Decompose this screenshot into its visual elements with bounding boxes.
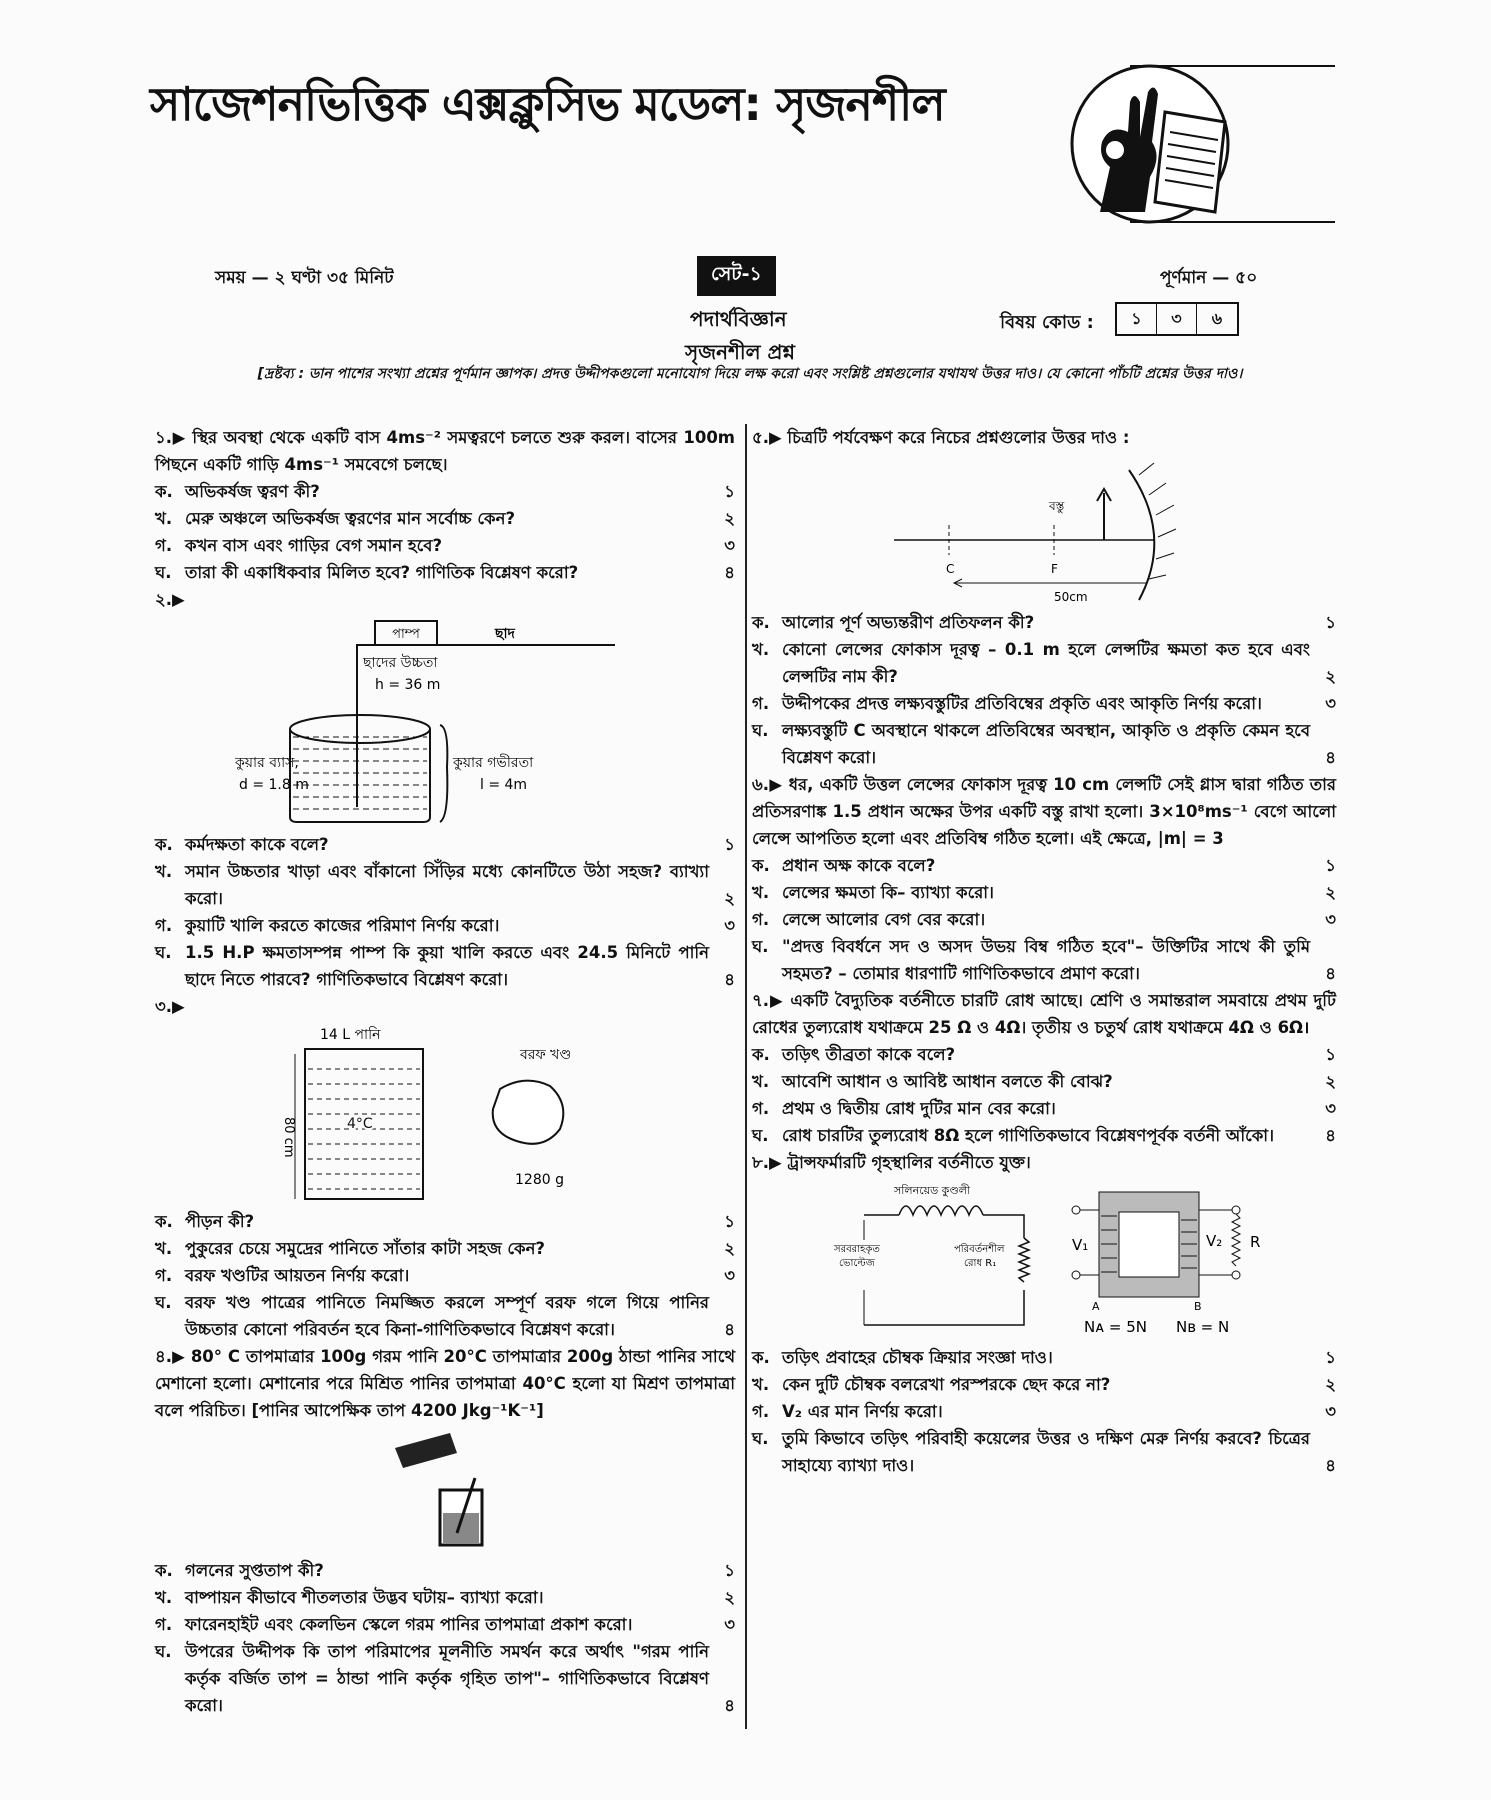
solenoid-transformer-diagram bbox=[794, 1180, 1294, 1340]
sub-question-label: খ. bbox=[155, 1588, 173, 1607]
sub-question-label: ক. bbox=[752, 613, 770, 632]
ok-hand-logo-icon bbox=[1070, 62, 1340, 227]
sub-question-label: গ. bbox=[155, 916, 173, 935]
sub-question-label: গ. bbox=[155, 536, 173, 555]
sub-question-label: খ. bbox=[155, 862, 173, 881]
sub-question-label: খ. bbox=[752, 1375, 770, 1394]
sub-question-text: কর্মদক্ষতা কাকে বলে? bbox=[185, 835, 329, 854]
sub-question bbox=[752, 852, 1336, 879]
focus-label: F bbox=[1051, 562, 1058, 576]
sub-question bbox=[752, 1122, 1336, 1149]
sub-question-marks: ৩ bbox=[1325, 1099, 1336, 1118]
sub-question-label: ঘ. bbox=[752, 1429, 769, 1448]
subject-name: পদার্থবিজ্ঞান bbox=[690, 307, 787, 331]
sub-question-marks: ২ bbox=[1325, 1375, 1336, 1394]
sub-question-text: গলনের সুপ্ততাপ কী? bbox=[185, 1561, 324, 1580]
question-7 bbox=[752, 987, 1336, 1149]
sub-question-text: প্রধান অক্ষ কাকে বলে? bbox=[782, 856, 936, 875]
sub-question-marks: ৪ bbox=[724, 1696, 735, 1715]
sub-question-text: পীড়ন কী? bbox=[185, 1212, 255, 1231]
sub-question-marks: ৩ bbox=[1325, 910, 1336, 929]
sub-question-label: গ. bbox=[752, 1402, 770, 1421]
sub-question-label: ক. bbox=[752, 1045, 770, 1064]
sub-question bbox=[155, 831, 735, 858]
subject-code-box bbox=[1115, 302, 1239, 336]
question-stem bbox=[752, 1149, 1336, 1176]
concave-mirror-diagram bbox=[884, 455, 1204, 605]
sub-question-label: খ. bbox=[155, 509, 173, 528]
sub-question-marks: ২ bbox=[724, 1588, 735, 1607]
question-stem bbox=[155, 1343, 735, 1424]
well-diameter-label: কুয়ার ব্যাস, bbox=[235, 755, 299, 771]
question-stem-text: স্থির অবস্থা থেকে একটি বাস 4ms⁻² সমত্বরণে চলতে শুরু করল। বাসের 100m পিছনে একটি গাড়ি 4ms⁻¹ সমবেগে চলছে। bbox=[155, 428, 735, 474]
sub-question bbox=[752, 717, 1336, 771]
water-volume-label: 14 L পানি bbox=[320, 1027, 381, 1043]
sub-question-label: ক. bbox=[752, 1348, 770, 1367]
sub-question bbox=[752, 1095, 1336, 1122]
ice-mass-label: 1280 g bbox=[515, 1172, 564, 1188]
right-column bbox=[752, 424, 1336, 1479]
sub-question-text: কুয়াটি খালি করতে কাজের পরিমাণ নির্ণয় করো। bbox=[185, 916, 500, 935]
sub-question-text: বরফ খণ্ড পাত্রের পানিতে নিমজ্জিত করলে সম্পূর্ণ বরফ গলে গিয়ে পানির উচ্চতার কোনো পরিবর্তন হবে কিনা-গাণিতিকভাবে বিশ্লেষণ করো। bbox=[185, 1293, 709, 1339]
sub-question-label: ঘ. bbox=[752, 937, 769, 956]
question-stem-text: চিত্রটি পর্যবেক্ষণ করে নিচের প্রশ্নগুলোর উত্তর দাও : bbox=[787, 428, 1130, 447]
sub-question-marks: ২ bbox=[1325, 883, 1336, 902]
well-diameter-value: d = 1.8 m bbox=[239, 777, 309, 793]
question-number: ৫.▶ bbox=[752, 428, 782, 447]
sub-question bbox=[155, 1611, 735, 1638]
sub-question-label: ঘ. bbox=[155, 1642, 172, 1661]
nb-label: Nʙ = N bbox=[1176, 1318, 1230, 1336]
question-2 bbox=[155, 586, 735, 993]
question-number: ১.▶ bbox=[155, 428, 186, 447]
sub-question-label: ঘ. bbox=[155, 1293, 172, 1312]
sub-question-marks: ৩ bbox=[724, 1266, 735, 1285]
b-label: B bbox=[1194, 1300, 1202, 1313]
sub-question-label: গ. bbox=[752, 1099, 770, 1118]
sub-question-label: খ. bbox=[752, 1072, 770, 1091]
object-label: বস্তু bbox=[1049, 499, 1065, 513]
sub-question-marks: ২ bbox=[1325, 667, 1336, 686]
sub-question-label: খ. bbox=[752, 883, 770, 902]
question-6 bbox=[752, 771, 1336, 987]
pump-label: পাম্প bbox=[392, 627, 420, 642]
height-label: 80 cm bbox=[281, 1117, 296, 1158]
sub-question-text: লেন্সে আলোর বেগ বের করো। bbox=[782, 910, 986, 929]
na-label: Nᴀ = 5N bbox=[1084, 1318, 1147, 1336]
sub-question bbox=[752, 636, 1336, 690]
sub-question-text: বাষ্পায়ন কীভাবে শীতলতার উদ্ভব ঘটায়– ব্যাখ্যা করো। bbox=[185, 1588, 544, 1607]
sub-question-marks: ১ bbox=[724, 835, 735, 854]
sub-question-text: কেন দুটি চৌম্বক বলরেখা পরস্পরকে ছেদ করে না? bbox=[782, 1375, 1111, 1394]
sub-question-marks: ১ bbox=[724, 1212, 735, 1231]
question-stem-text: ধর, একটি উত্তল লেন্সের ফোকাস দূরত্ব 10 cm লেন্সটি সেই গ্লাস দ্বারা গঠিত তার প্রতিসরণাঙ্ক 1.5 প্রধান অক্ষের উপর একটি বস্তু রাখা হলো। 3×10⁸ms⁻¹ বেগে আলো লেন্সে আপতিত হলো এবং প্রতিবিম্ব গঠিত হলো। এই ক্ষেত্রে, |m| = 3 bbox=[752, 775, 1336, 848]
a-label: A bbox=[1092, 1300, 1100, 1313]
page-title: সাজেশনভিত্তিক এক্সক্লুসিভ মডেল: সৃজনশীল bbox=[150, 77, 945, 131]
sub-question bbox=[752, 933, 1336, 987]
sub-question-label: ক. bbox=[752, 856, 770, 875]
variable-label: পরিবর্তনশীল bbox=[954, 1244, 1005, 1255]
sub-question-text: পুকুরের চেয়ে সমুদ্রের পানিতে সাঁতার কাটা সহজ কেন? bbox=[185, 1239, 545, 1258]
sub-question-text: মেরু অঞ্চলে অভিকর্ষজ ত্বরণের মান সর্বোচ্চ কেন? bbox=[185, 509, 516, 528]
question-stem bbox=[752, 771, 1336, 852]
sub-question-text: ফারেনহাইট এবং কেলভিন স্কেলে গরম পানির তাপমাত্রা প্রকাশ করো। bbox=[185, 1615, 633, 1634]
sub-question-marks: ২ bbox=[1325, 1072, 1336, 1091]
sub-question-marks: ১ bbox=[1325, 613, 1336, 632]
sub-question bbox=[752, 1344, 1336, 1371]
question-1 bbox=[155, 424, 735, 586]
exam-time: সময় — ২ ঘণ্টা ৩৫ মিনিট bbox=[215, 268, 394, 288]
sub-question-label: ক. bbox=[155, 1561, 173, 1580]
sub-question-text: তড়িৎ তীব্রতা কাকে বলে? bbox=[782, 1045, 956, 1064]
v1-label: V₁ bbox=[1072, 1236, 1089, 1254]
sub-question-text: কখন বাস এবং গাড়ির বেগ সমান হবে? bbox=[185, 536, 443, 555]
sub-question-marks: ২ bbox=[724, 1239, 735, 1258]
question-stem bbox=[155, 424, 735, 478]
question-3 bbox=[155, 993, 735, 1343]
question-stem bbox=[752, 987, 1336, 1041]
section-title: সৃজনশীল প্রশ্ন bbox=[685, 340, 795, 364]
sub-question-text: আবেশি আধান ও আবিষ্ট আধান বলতে কী বোঝ? bbox=[782, 1072, 1113, 1091]
sub-question-text: রোধ চারটির তুল্যরোধ 8Ω হলে গাণিতিকভাবে বিশ্লেষণপূর্বক বর্তনী আঁকো। bbox=[782, 1126, 1274, 1145]
sub-question-text: উদ্দীপকের প্রদত্ত লক্ষ্যবস্তুটির প্রতিবিম্বের প্রকৃতি এবং আকৃতি নির্ণয় করো। bbox=[782, 694, 1262, 713]
sub-question-label: গ. bbox=[752, 694, 770, 713]
sub-question bbox=[155, 912, 735, 939]
sub-question-marks: ৪ bbox=[1325, 1456, 1336, 1475]
sub-question-text: তুমি কিভাবে তড়িৎ পরিবাহী কয়েলের উত্তর ও দক্ষিণ মেরু নির্ণয় করবে? চিত্রের সাহায্যে ব্যাখ্যা দাও। bbox=[782, 1429, 1310, 1475]
question-number: ৪.▶ bbox=[155, 1347, 185, 1366]
sub-question-label: ক. bbox=[155, 835, 173, 854]
well-depth-label: কুয়ার গভীরতা bbox=[453, 755, 534, 771]
voltage-label: ভোল্টেজ bbox=[839, 1258, 875, 1269]
roof-height-value: h = 36 m bbox=[375, 677, 441, 693]
sub-question-text: কোনো লেন্সের ফোকাস দূরত্ব – 0.1 m হলে লেন্সটির ক্ষমতা কত হবে এবং লেন্সটির নাম কী? bbox=[782, 640, 1310, 686]
sub-question bbox=[155, 505, 735, 532]
left-column bbox=[155, 424, 735, 1719]
sub-question-text: V₂ এর মান নির্ণয় করো। bbox=[782, 1402, 943, 1421]
question-number: ৭.▶ bbox=[752, 991, 784, 1010]
sub-question-text: প্রথম ও দ্বিতীয় রোধ দুটির মান বের করো। bbox=[782, 1099, 1056, 1118]
sub-question bbox=[155, 858, 735, 912]
question-stem-text: ট্রান্সফর্মারটি গৃহস্থালির বর্তনীতে যুক্ত। bbox=[787, 1153, 1031, 1172]
sub-question-marks: ৩ bbox=[724, 1615, 735, 1634]
set-badge: সেট-১ bbox=[697, 256, 776, 296]
sub-question bbox=[752, 906, 1336, 933]
sub-question-label: ক. bbox=[155, 482, 173, 501]
r-label: R bbox=[1250, 1233, 1261, 1251]
sub-question-label: ঘ. bbox=[155, 943, 172, 962]
question-4 bbox=[155, 1343, 735, 1719]
question-number: ২.▶ bbox=[155, 590, 185, 609]
column-divider bbox=[745, 424, 747, 1729]
sub-question bbox=[155, 478, 735, 505]
question-stem bbox=[752, 424, 1336, 451]
distance-label: 50cm bbox=[1054, 590, 1088, 604]
sub-question-label: গ. bbox=[752, 910, 770, 929]
sub-question bbox=[155, 939, 735, 993]
sub-question-text: উপরের উদ্দীপক কি তাপ পরিমাপের মূলনীতি সমর্থন করে অর্থাৎ "গরম পানি কর্তৃক বর্জিত তাপ = ঠান্ডা পানি কর্তৃক গৃহিত তাপ"– গাণিতিকভাবে বিশ্লেষণ করো। bbox=[185, 1642, 709, 1715]
sub-question-marks: ১ bbox=[724, 482, 735, 501]
full-marks: পূর্ণমান — ৫০ bbox=[1160, 268, 1258, 288]
sub-question-marks: ৪ bbox=[724, 970, 735, 989]
sub-question bbox=[155, 559, 735, 586]
question-5 bbox=[752, 424, 1336, 771]
code-digit: ৩ bbox=[1157, 304, 1197, 334]
sub-question-text: 1.5 H.P ক্ষমতাসম্পন্ন পাম্প কি কুয়া খালি করতে এবং 24.5 মিনিটে পানি ছাদে নিতে পারবে? গাণিতিকভাবে বিশ্লেষণ করো। bbox=[185, 943, 709, 989]
sub-question bbox=[752, 609, 1336, 636]
sub-question-label: গ. bbox=[155, 1615, 173, 1634]
sub-question bbox=[752, 1398, 1336, 1425]
sub-question-text: আলোর পূর্ণ অভ্যন্তরীণ প্রতিফলন কী? bbox=[782, 613, 1035, 632]
sub-question bbox=[752, 690, 1336, 717]
sub-question-label: খ. bbox=[155, 1239, 173, 1258]
roof-label: ছাদ bbox=[495, 626, 515, 642]
question-stem bbox=[155, 993, 735, 1020]
sub-question-label: ক. bbox=[155, 1212, 173, 1231]
sub-question-label: গ. bbox=[155, 1266, 173, 1285]
sub-question-marks: ৪ bbox=[1325, 964, 1336, 983]
question-stem-text: 80° C তাপমাত্রার 100g গরম পানি 20°C তাপমাত্রার 200g ঠান্ডা পানির সাথে মেশানো হলো। মেশানোর পরে মিশ্রিত পানির তাপমাত্রা 40°C হলো যা মিশ্রণ তাপমাত্রা বলে পরিচিত। [পানির আপেক্ষিক তাপ 4200 Jkg⁻¹K⁻¹] bbox=[155, 1347, 736, 1420]
sub-question bbox=[752, 1371, 1336, 1398]
sub-question bbox=[155, 1638, 735, 1719]
sub-question bbox=[155, 1262, 735, 1289]
sub-question bbox=[155, 1235, 735, 1262]
question-stem-text: একটি বৈদ্যুতিক বর্তনীতে চারটি রোধ আছে। শ্রেণি ও সমান্তরাল সমবায়ে প্রথম দুটি রোধের তুল্যরোধ যথাক্রমে 25 Ω ও 4Ω। তৃতীয় ও চতুর্থ রোধ যথাক্রমে 4Ω ও 6Ω। bbox=[752, 991, 1337, 1037]
beaker-mixing-diagram bbox=[385, 1428, 505, 1553]
roof-height-label: ছাদের উচ্চতা bbox=[363, 655, 438, 671]
sub-question-marks: ৩ bbox=[724, 536, 735, 555]
v2-label: V₂ bbox=[1206, 1232, 1223, 1250]
sub-question-text: বরফ খণ্ডটির আয়তন নির্ণয় করো। bbox=[185, 1266, 410, 1285]
sub-question-label: খ. bbox=[752, 640, 770, 659]
sub-question-text: "প্রদত্ত বিবর্ধনে সদ ও অসদ উভয় বিম্ব গঠিত হবে"– উক্তিটির সাথে কী তুমি সহমত? – তোমার ধারণাটি গাণিতিকভাবে প্রমাণ করো। bbox=[782, 937, 1310, 983]
sub-question-label: ঘ. bbox=[155, 563, 172, 582]
question-8 bbox=[752, 1149, 1336, 1479]
sub-question-label: ঘ. bbox=[752, 1126, 769, 1145]
instruction-note: [দ্রষ্টব্য : ডান পাশের সংখ্যা প্রশ্নের পূর্ণমান জ্ঞাপক। প্রদত্ত উদ্দীপকগুলো মনোযোগ দিয়ে লক্ষ করো এবং সংশ্লিষ্ট প্রশ্নগুলোর যথাযথ উত্তর দাও। যে কোনো পাঁচটি প্রশ্নের উত্তর দাও। bbox=[257, 366, 1243, 382]
sub-question bbox=[752, 1068, 1336, 1095]
solenoid-label: সলিনয়েড কুণ্ডলী bbox=[894, 1184, 971, 1197]
code-digit: ১ bbox=[1117, 304, 1157, 334]
question-number: ৩.▶ bbox=[155, 997, 185, 1016]
sub-question-marks: ৩ bbox=[1325, 694, 1336, 713]
sub-question bbox=[155, 1584, 735, 1611]
sub-question-text: সমান উচ্চতার খাড়া এবং বাঁকানো সিঁড়ির মধ্যে কোনটিতে উঠা সহজ? ব্যাখ্যা করো। bbox=[185, 862, 709, 908]
sub-question bbox=[155, 532, 735, 559]
sub-question bbox=[155, 1289, 735, 1343]
well-depth-value: l = 4m bbox=[480, 777, 528, 793]
sub-question-marks: ৪ bbox=[724, 1320, 735, 1339]
sub-question bbox=[752, 879, 1336, 906]
sub-question-marks: ১ bbox=[1325, 856, 1336, 875]
well-pump-diagram bbox=[235, 617, 655, 827]
sub-question-marks: ৩ bbox=[724, 916, 735, 935]
sub-question-text: অভিকর্ষজ ত্বরণ কী? bbox=[185, 482, 320, 501]
subject-code-label: বিষয় কোড : bbox=[1000, 312, 1094, 333]
sub-question-marks: ৩ bbox=[1325, 1402, 1336, 1421]
sub-question-text: লেন্সের ক্ষমতা কি– ব্যাখ্যা করো। bbox=[782, 883, 994, 902]
sub-question bbox=[752, 1041, 1336, 1068]
sub-question-label: ঘ. bbox=[752, 721, 769, 740]
sub-question-marks: ১ bbox=[1325, 1348, 1336, 1367]
sub-question-text: লক্ষ্যবস্তুটি C অবস্থানে থাকলে প্রতিবিম্বের অবস্থান, আকৃতি ও প্রকৃতি কেমন হবে বিশ্লেষণ করো। bbox=[782, 721, 1310, 767]
sub-question-text: তারা কী একাধিকবার মিলিত হবে? গাণিতিক বিশ্লেষণ করো? bbox=[185, 563, 579, 582]
center-label: C bbox=[946, 562, 955, 576]
code-digit: ৬ bbox=[1211, 308, 1223, 328]
sub-question bbox=[155, 1208, 735, 1235]
sub-question-text: তড়িৎ প্রবাহের চৌম্বক ক্রিয়ার সংজ্ঞা দাও। bbox=[782, 1348, 1053, 1367]
question-number: ৮.▶ bbox=[752, 1153, 782, 1172]
sub-question-marks: ১ bbox=[724, 1561, 735, 1580]
sub-question bbox=[155, 1557, 735, 1584]
sub-question-marks: ২ bbox=[724, 509, 735, 528]
resistor-label: রোধ R₁ bbox=[964, 1258, 997, 1269]
ice-label: বরফ খণ্ড bbox=[520, 1047, 572, 1063]
water-container-ice-diagram bbox=[275, 1024, 615, 1204]
sub-question bbox=[752, 1425, 1336, 1479]
question-number: ৬.▶ bbox=[752, 775, 783, 794]
temperature-label: 4°C bbox=[347, 1116, 373, 1132]
sub-question-marks: ১ bbox=[1325, 1045, 1336, 1064]
supply-label: সরবরাহকৃত bbox=[834, 1244, 880, 1255]
sub-question-marks: ৪ bbox=[1325, 748, 1336, 767]
sub-question-marks: ২ bbox=[724, 889, 735, 908]
sub-question-marks: ৪ bbox=[724, 563, 735, 582]
question-stem bbox=[155, 586, 735, 613]
sub-question-marks: ৪ bbox=[1325, 1126, 1336, 1145]
